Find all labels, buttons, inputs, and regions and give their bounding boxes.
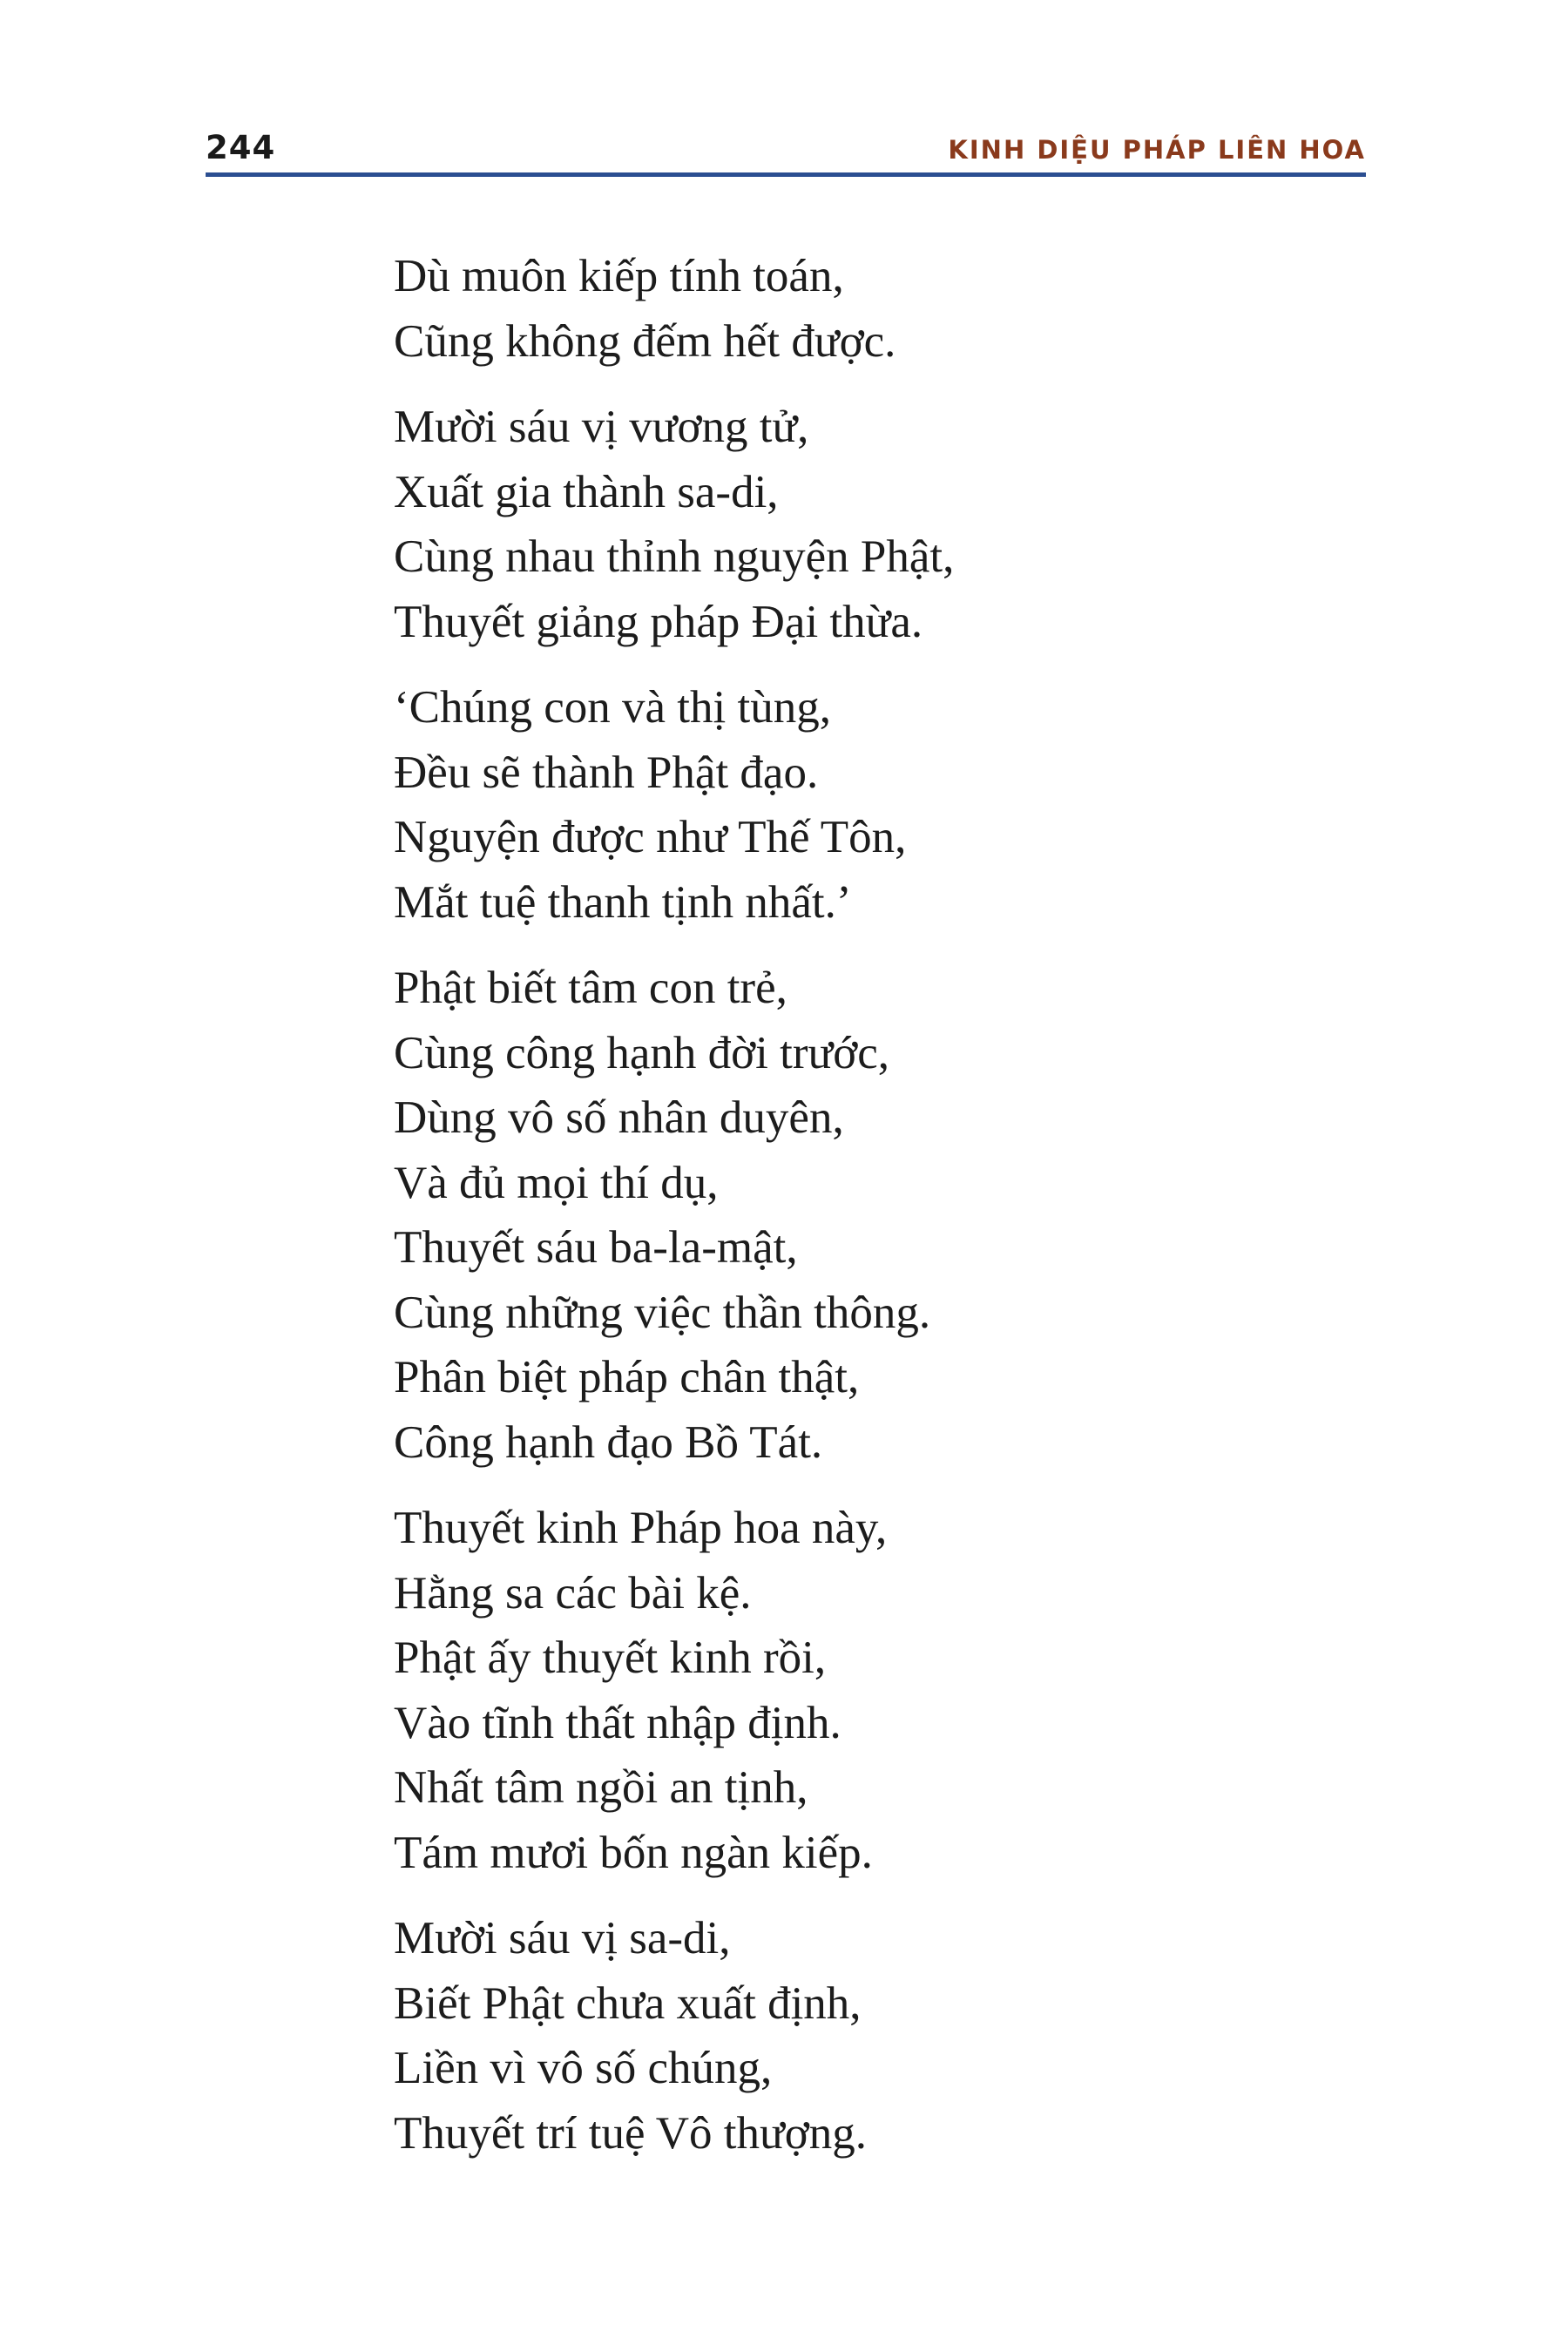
verse-line: Dùng vô số nhân duyên, — [394, 1092, 844, 1143]
verse-line: Thuyết kinh Pháp hoa này, — [394, 1503, 888, 1553]
verse-line: ‘Chúng con và thị tùng, — [394, 682, 831, 733]
verse-line: Phật biết tâm con trẻ, — [394, 963, 787, 1013]
book-title: KINH DIỆU PHÁP LIÊN HOA — [948, 135, 1366, 165]
stanza — [394, 1496, 1352, 1885]
verse-line: Thuyết trí tuệ Vô thượng. — [394, 2107, 868, 2159]
verse-line: Mười sáu vị sa-di, — [394, 1913, 731, 1963]
verse-line: Và đủ mọi thí dụ, — [394, 1157, 719, 1208]
header-rule — [206, 172, 1366, 177]
verse-line: Mắt tuệ thanh tịnh nhất.’ — [394, 876, 852, 928]
verse-line: Cùng nhau thỉnh nguyện Phật, — [394, 531, 955, 582]
verse-line: Công hạnh đạo Bồ Tát. — [394, 1416, 823, 1468]
verse-line: Dù muôn kiếp tính toán, — [394, 251, 844, 301]
verse-line: Nguyện được như Thế Tôn, — [394, 812, 907, 862]
verse-line: Liền vì vô số chúng, — [394, 2043, 773, 2093]
verse-line: Biết Phật chưa xuất định, — [394, 1977, 862, 2029]
stanza — [394, 956, 1352, 1475]
verse-line: Xuất gia thành sa-di, — [394, 466, 779, 517]
verse-line: Cùng những việc thần thông. — [394, 1287, 931, 1338]
verse-line: Phân biệt pháp chân thật, — [394, 1352, 860, 1402]
verse-line: Tám mươi bốn ngàn kiếp. — [394, 1827, 873, 1878]
verse-line: Vào tĩnh thất nhập định. — [394, 1697, 841, 1748]
verse-line: Mười sáu vị vương tử, — [394, 402, 809, 452]
verse-line: Đều sẽ thành Phật đạo. — [394, 747, 819, 798]
stanza — [394, 1906, 1352, 2166]
verse-body — [394, 244, 1352, 2186]
stanza — [394, 675, 1352, 935]
running-header — [206, 120, 1366, 176]
verse-line: Cùng công hạnh đời trước, — [394, 1027, 890, 1078]
verse-line: Phật ấy thuyết kinh rồi, — [394, 1632, 827, 1683]
page-number: 244 — [206, 129, 276, 166]
verse-line: Thuyết sáu ba-la-mật, — [394, 1222, 798, 1273]
verse-line: Thuyết giảng pháp Đại thừa. — [394, 596, 923, 647]
verse-line: Cũng không đếm hết được. — [394, 315, 896, 367]
verse-line: Hằng sa các bài kệ. — [394, 1567, 752, 1619]
stanza — [394, 395, 1352, 654]
stanza — [394, 244, 1352, 374]
verse-line: Nhất tâm ngồi an tịnh, — [394, 1762, 808, 1813]
